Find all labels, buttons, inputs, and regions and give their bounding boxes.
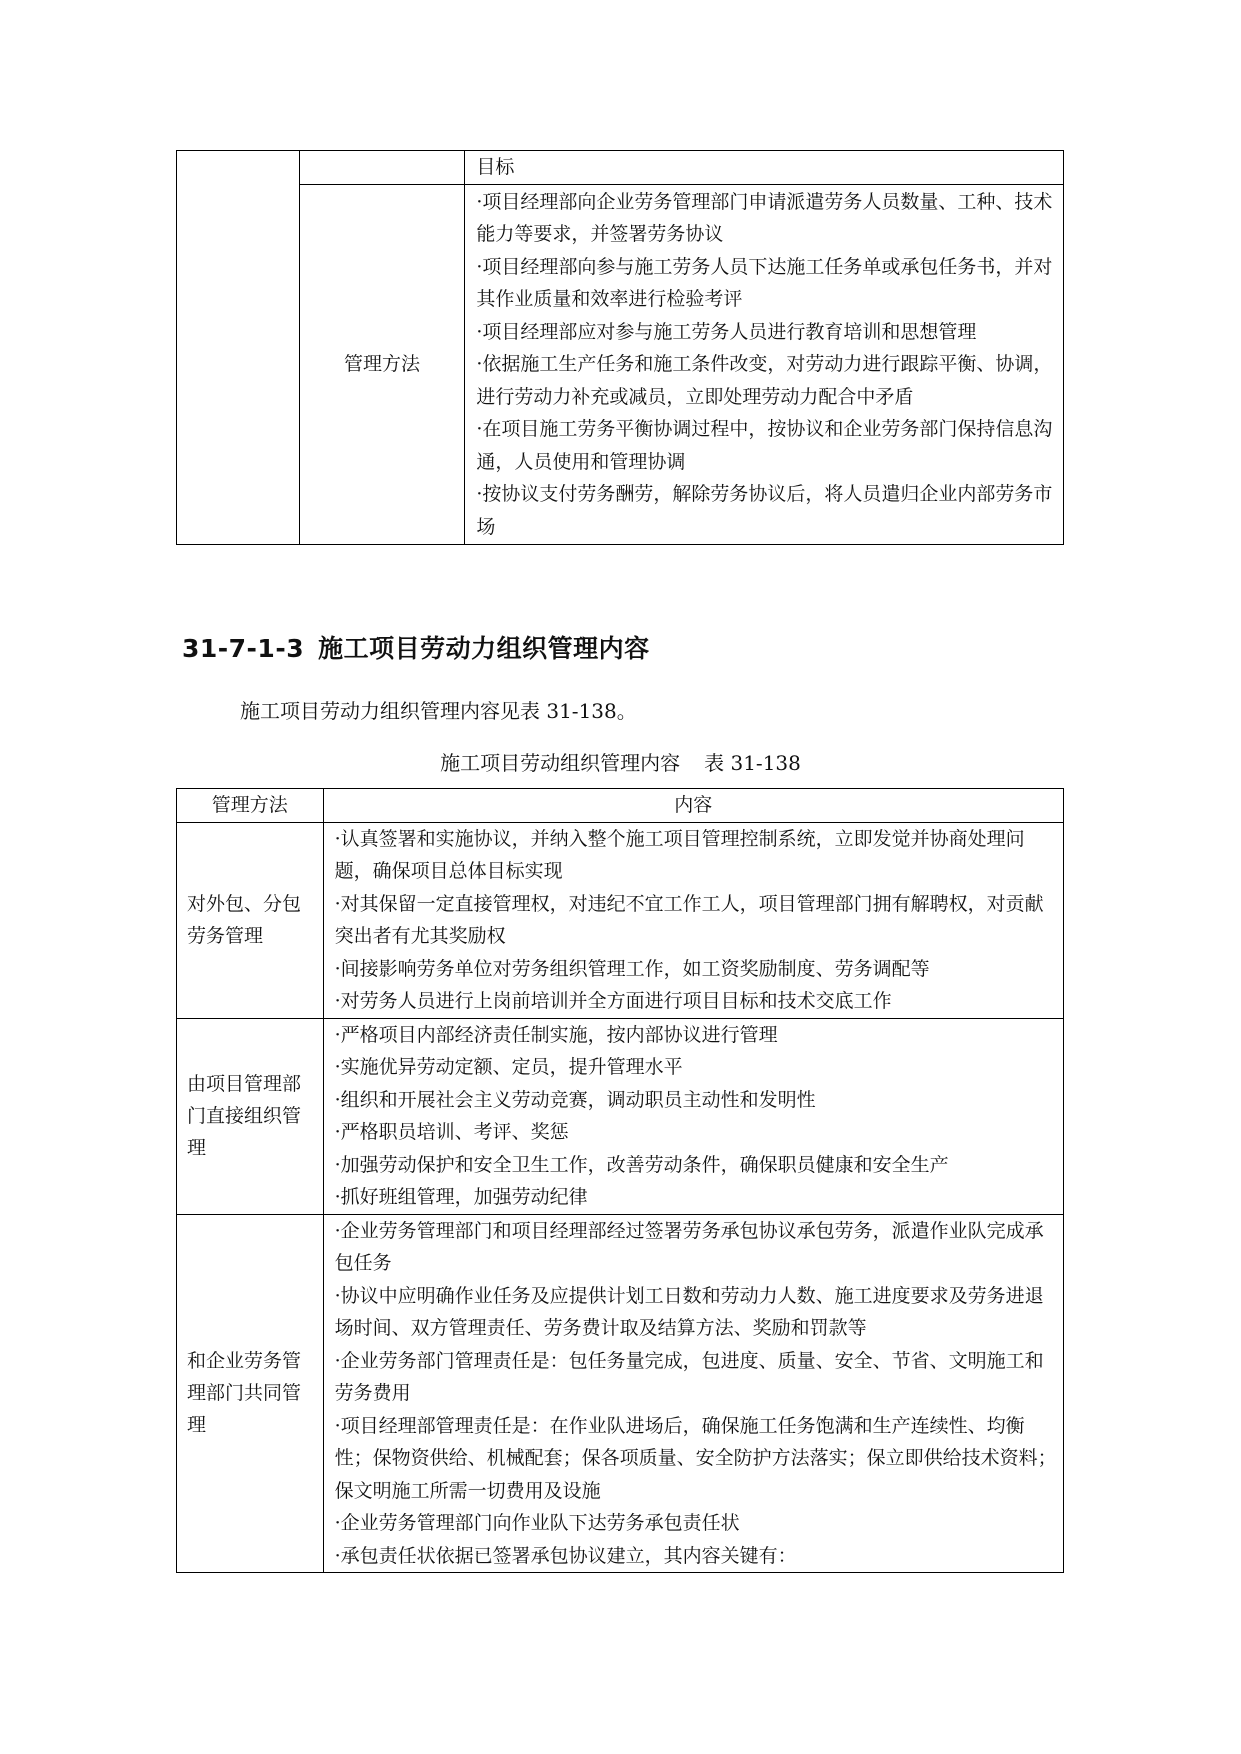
caption-table-number: 表 31-138 bbox=[704, 751, 801, 775]
header-method: 管理方法 bbox=[177, 789, 324, 823]
row-label: 和企业劳务管理部门共同管理 bbox=[177, 1214, 324, 1573]
row-label: 由项目管理部门直接组织管理 bbox=[177, 1018, 324, 1214]
list-item: ·项目经理部管理责任是：在作业队进场后，确保施工任务饱满和生产连续性、均衡性；保物资供给、机械配套；保各项质量、安全防护方法落实；保立即供给技术资料；保文明施工所需一切费用及设施 bbox=[334, 1414, 1057, 1502]
empty-label-cell bbox=[299, 151, 465, 185]
list-item: ·对其保留一定直接管理权，对违纪不宜工作工人，项目管理部门拥有解聘权，对贡献突出者有尤其奖励权 bbox=[334, 892, 1044, 947]
table-header-row bbox=[177, 789, 1064, 823]
row-label: 对外包、分包劳务管理 bbox=[177, 822, 324, 1018]
list-item: ·对劳务人员进行上岗前培训并全方面进行项目目标和技术交底工作 bbox=[334, 990, 892, 1012]
list-item: ·项目经理部向企业劳务管理部门申请派遣劳务人员数量、工种、技术能力等要求，并签署劳务协议 bbox=[476, 190, 1053, 245]
table-caption bbox=[0, 747, 1241, 776]
list-item: ·组织和开展社会主义劳动竞赛，调动职员主动性和发明性 bbox=[334, 1088, 816, 1111]
list-item: ·严格职员培训、考评、奖惩 bbox=[334, 1121, 569, 1143]
continued-management-table bbox=[176, 150, 1064, 545]
section-title: 施工项目劳动力组织管理内容 bbox=[318, 634, 650, 663]
table-row bbox=[177, 1018, 1064, 1214]
list-item: ·项目经理部应对参与施工劳务人员进行教育培训和思想管理 bbox=[476, 320, 977, 343]
method-label: 管理方法 bbox=[299, 184, 465, 545]
list-item: ·项目经理部向参与施工劳务人员下达施工任务单或承包任务书，并对其作业质量和效率进行检验考评 bbox=[476, 255, 1053, 310]
labor-management-table bbox=[176, 788, 1064, 1573]
list-item: ·依据施工生产任务和施工条件改变，对劳动力进行跟踪平衡、协调，进行劳动力补充或减员，立即处理劳动力配合中矛盾 bbox=[476, 353, 1053, 408]
list-item: ·企业劳务管理部门向作业队下达劳务承包责任状 bbox=[334, 1512, 740, 1534]
list-item: ·在项目施工劳务平衡协调过程中，按协议和企业劳务部门保持信息沟通，人员使用和管理协调 bbox=[476, 418, 1053, 473]
empty-category-cell bbox=[177, 151, 300, 545]
list-item: ·认真签署和实施协议，并纳入整个施工项目管理控制系统，立即发觉并协商处理问题，确保项目总体目标实现 bbox=[334, 827, 1025, 882]
goal-text: 目标 bbox=[476, 156, 515, 178]
list-item: ·企业劳务管理部门和项目经理部经过签署劳务承包协议承包劳务，派遣作业队完成承包任务 bbox=[334, 1219, 1044, 1274]
list-item: ·协议中应明确作业任务及应提供计划工日数和劳动力人数、施工进度要求及劳务进退场时间、双方管理责任、劳务费计取及结算方法、奖励和罚款等 bbox=[334, 1284, 1044, 1339]
list-item: ·严格项目内部经济责任制实施，按内部协议进行管理 bbox=[334, 1023, 778, 1046]
section-number: 31-7-1-3 bbox=[182, 634, 305, 663]
list-item: ·承包责任状依据已签署承包协议建立，其内容关键有： bbox=[334, 1544, 797, 1567]
goal-row bbox=[177, 151, 1064, 185]
intro-paragraph: 施工项目劳动力组织管理内容见表 31-138。 bbox=[240, 699, 637, 723]
method-row bbox=[177, 184, 1064, 545]
caption-title: 施工项目劳动组织管理内容 bbox=[440, 751, 681, 775]
header-content: 内容 bbox=[323, 789, 1063, 823]
list-item: ·企业劳务部门管理责任是：包任务量完成，包进度、质量、安全、节省、文明施工和劳务费用 bbox=[334, 1349, 1044, 1404]
section-heading bbox=[182, 629, 650, 665]
list-item: ·加强劳动保护和安全卫生工作，改善劳动条件，确保职员健康和安全生产 bbox=[334, 1153, 949, 1176]
list-item: ·按协议支付劳务酬劳，解除劳务协议后，将人员遣归企业内部劳务市场 bbox=[476, 483, 1053, 538]
list-item: ·间接影响劳务单位对劳务组织管理工作，如工资奖励制度、劳务调配等 bbox=[334, 957, 930, 980]
table-row bbox=[177, 1214, 1064, 1573]
list-item: ·实施优异劳动定额、定员，提升管理水平 bbox=[334, 1056, 683, 1078]
list-item: ·抓好班组管理，加强劳动纪律 bbox=[334, 1186, 588, 1208]
table-row bbox=[177, 822, 1064, 1018]
